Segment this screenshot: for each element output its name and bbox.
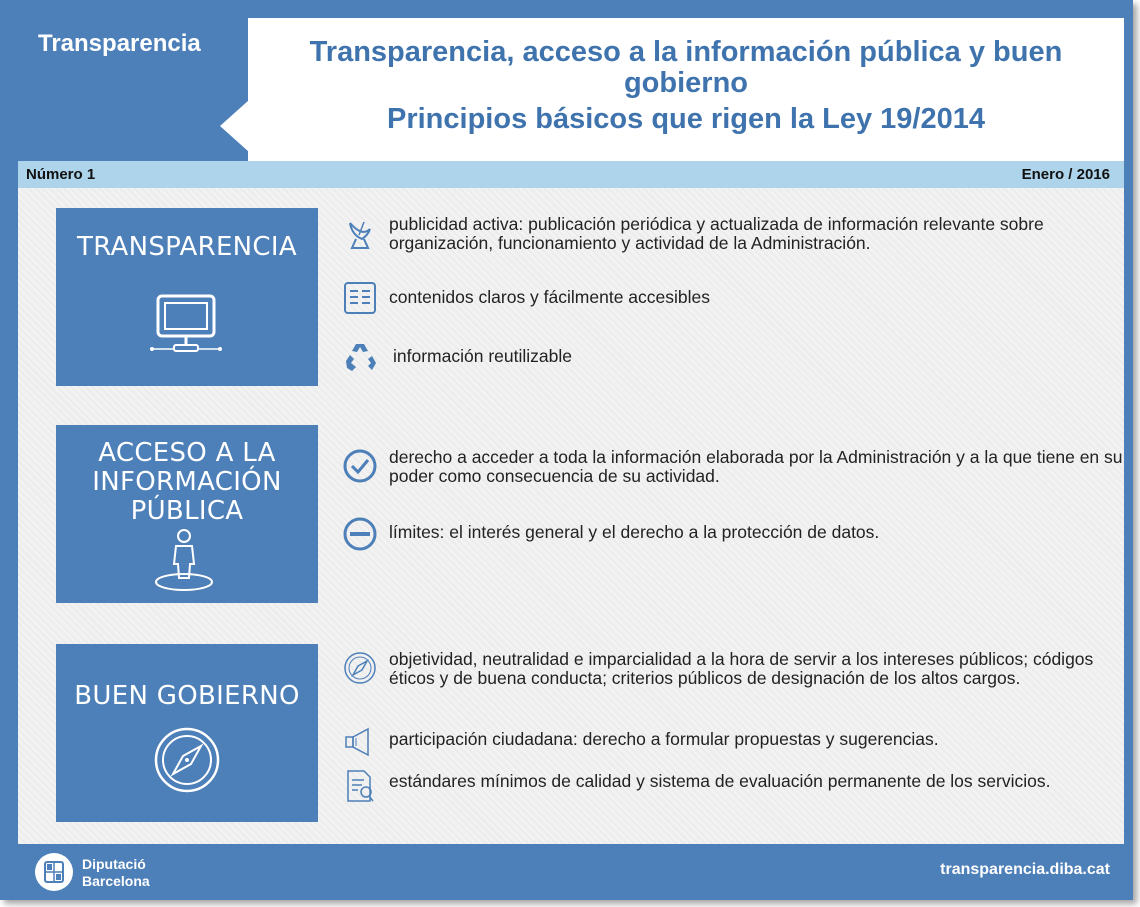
list-item [342,724,1129,760]
monitor-icon [148,294,226,364]
compass-icon [151,724,223,796]
title-notch [220,100,249,152]
footer-url-link[interactable]: transparencia.diba.cat [940,861,1110,878]
megaphone-icon [342,724,378,760]
list-item [342,280,1129,316]
page-title: Transparencia, acceso a la información pública y buen gobierno [309,36,1063,99]
item-text: derecho a acceder a toda la información elaborada por la Administración y a la que tiene en su poder como consecuencia de su actividad. [389,447,1123,486]
list-item [342,516,1129,552]
minus-circle-icon [342,516,378,552]
item-text: estándares mínimos de calidad y sistema de evaluación permanente de los servicios. [389,771,1051,791]
section-title: BUEN GOBIERNO [74,681,300,711]
footer-org-line1: Diputació [82,856,146,872]
list-item [342,650,1129,688]
footer-org-line2: Barcelona [82,873,150,889]
section-title: ACCESO A LA INFORMACIÓN PÚBLICA [92,438,282,526]
item-text: límites: el interés general y el derecho a la protección de datos. [389,522,880,542]
item-text: publicidad activa: publicación periódica y actualizada de información relevante sobre organización, funcionamiento y actividad de la Administración. [389,214,1044,253]
list-item [342,448,1129,486]
brand-label: Transparencia [38,30,201,57]
diputacio-logo-icon [34,852,74,892]
list-item [342,339,1133,375]
list-item [342,768,1129,804]
quality-document-icon [342,768,378,804]
issue-bar [18,161,1124,188]
footer-org-name [82,856,150,890]
section-transparencia-block [56,208,318,386]
title-panel [248,18,1124,162]
issue-date: Enero / 2016 [1021,166,1110,183]
section-title: TRANSPARENCIA [77,232,297,262]
section-buen-gobierno-block [56,644,318,822]
document-list-icon [342,280,378,316]
issue-number: Número 1 [26,166,96,183]
recycle-icon [342,339,378,375]
section-acceso-block [56,425,318,603]
list-item [342,215,1129,253]
item-text: participación ciudadana: derecho a formular propuestas y sugerencias. [389,729,939,749]
item-text: contenidos claros y fácilmente accesibles [389,287,710,307]
compass-small-icon [342,650,378,686]
person-location-icon [152,528,216,594]
satellite-dish-icon [342,215,378,251]
item-text: objetividad, neutralidad e imparcialidad a la hora de servir a los intereses públicos; códigos éticos y de buena conducta; criterios públicos de designación de los altos cargos. [389,649,1094,688]
content-area [18,188,1124,844]
item-text: información reutilizable [393,346,572,366]
page-subtitle: Principios básicos que rigen la Ley 19/2014 [387,103,985,135]
check-circle-icon [342,448,378,484]
